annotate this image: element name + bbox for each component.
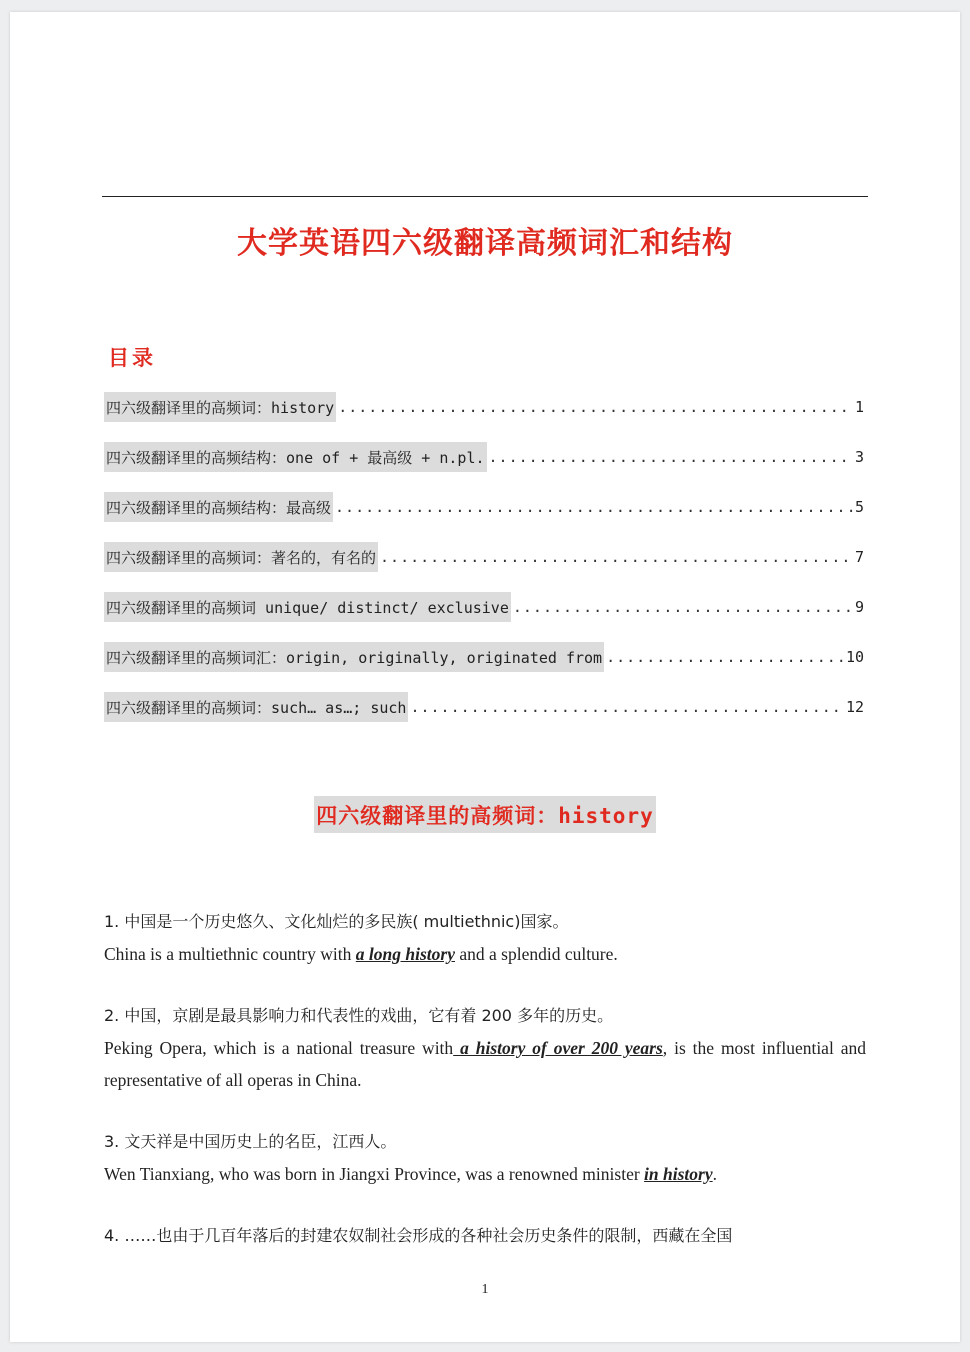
toc-dot-leader [513,598,853,616]
highlighted-phrase: a history of over 200 years [453,1038,663,1058]
english-text: . [712,1164,717,1184]
header-rule [102,196,868,197]
toc-entry-label: 四六级翻译里的高频词汇：origin, originally, originated from [104,642,604,672]
toc-entry-label: 四六级翻译里的高频词：such… as…; such [104,692,408,722]
toc-entry-page: 7 [854,548,864,566]
toc-entry-label: 四六级翻译里的高频词：著名的，有名的 [104,542,378,572]
example-english [104,1158,866,1190]
toc-dot-leader [489,448,853,466]
toc-dot-leader [410,698,843,716]
example-chinese: 1. 中国是一个历史悠久、文化灿烂的多民族( multiethnic)国家。 [104,912,569,931]
toc-entry[interactable] [104,542,866,572]
highlighted-phrase: a long history [355,944,455,964]
example-chinese: 3. 文天祥是中国历史上的名臣，江西人。 [104,1132,397,1151]
toc-heading: 目录 [108,345,156,370]
toc-entry[interactable] [104,642,866,672]
toc-entry-page: 9 [854,598,864,616]
toc-entry[interactable] [104,492,866,522]
toc-entry[interactable] [104,592,866,622]
section-body [104,906,866,1282]
example-chinese: 4. ……也由于几百年落后的封建农奴制社会形成的各种社会历史条件的限制，西藏在全国 [104,1226,733,1245]
example-chinese: 2. 中国，京剧是最具影响力和代表性的戏曲，它有着 200 多年的历史。 [104,1006,614,1025]
toc-dot-leader [380,548,853,566]
toc-entry[interactable] [104,692,866,722]
english-text: Peking Opera, which is a national treasure with [104,1038,454,1058]
example-item [104,1000,866,1096]
toc-entry-page: 5 [854,498,864,516]
toc-entry-label: 四六级翻译里的高频词 unique/ distinct/ exclusive [104,592,511,622]
document-page [10,12,960,1342]
toc-dot-leader [606,648,844,666]
toc-entry-page: 12 [845,698,864,716]
toc-entry-page: 10 [845,648,864,666]
toc-entry-label: 四六级翻译里的高频结构：one of + 最高级 + n.pl. [104,442,487,472]
toc-dot-leader [338,398,853,416]
english-text: , is the most influential and representative of all operas in China. [104,1038,866,1090]
table-of-contents [104,392,866,742]
toc-entry-label: 四六级翻译里的高频词：history [104,392,336,422]
toc-entry-label: 四六级翻译里的高频结构：最高级 [104,492,333,522]
highlighted-phrase: in history [644,1164,713,1184]
section-heading [10,796,960,833]
example-item [104,906,866,970]
example-english [104,938,866,970]
toc-dot-leader [335,498,853,516]
toc-entry[interactable] [104,442,866,472]
english-text: and a splendid culture. [454,944,618,964]
section-heading-text: 四六级翻译里的高频词：history [314,796,656,833]
document-title: 大学英语四六级翻译高频词汇和结构 [237,226,733,261]
toc-entry[interactable] [104,392,866,422]
example-item [104,1126,866,1190]
example-item [104,1220,866,1252]
toc-entry-page: 3 [854,448,864,466]
page-number: 1 [481,1282,489,1297]
example-english [104,1032,866,1096]
english-text: China is a multiethnic country with [104,944,356,964]
toc-entry-page: 1 [854,398,864,416]
english-text: Wen Tianxiang, who was born in Jiangxi Province, was a renowned minister [104,1164,645,1184]
